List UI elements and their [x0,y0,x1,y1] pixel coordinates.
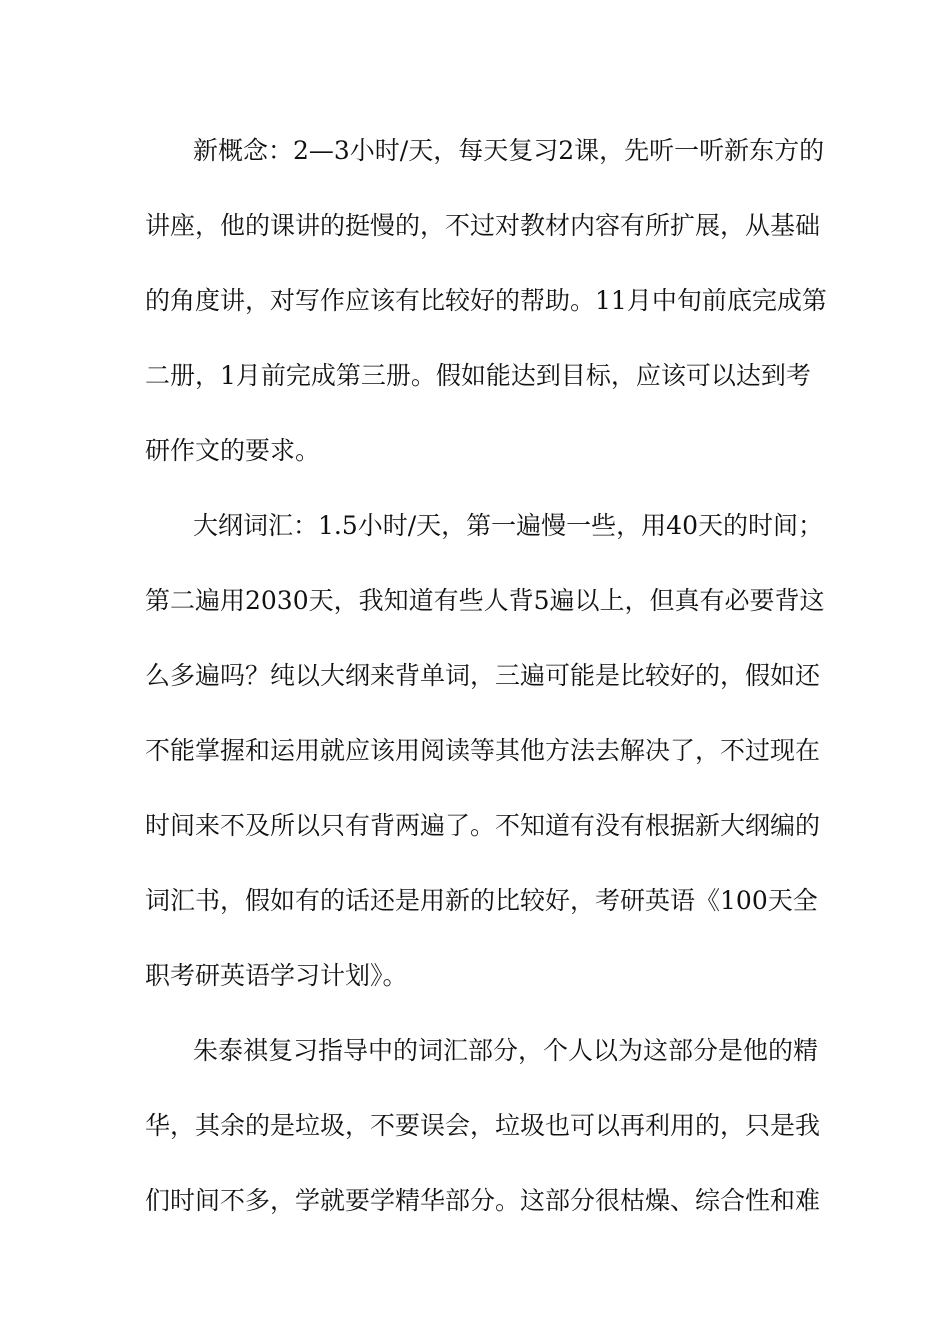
paragraph-2-line-6: 词汇书，假如有的话还是用新的比较好，考研英语《100天全 [145,886,818,915]
paragraph-1-line-2: 讲座，他的课讲的挺慢的，不过对教材内容有所扩展，从基础 [145,211,821,240]
paragraph-2-line-7: 职考研英语学习计划》。 [145,961,408,990]
paragraph-2-line-5: 时间来不及所以只有背两遍了。不知道有没有根据新大纲编的 [145,811,821,840]
paragraph-1-line-4: 二册，1月前完成第三册。假如能达到目标，应该可以达到考 [145,361,811,390]
paragraph-2-line-3: 么多遍吗？纯以大纲来背单词，三遍可能是比较好的，假如还 [145,661,821,690]
paragraph-2-line-4: 不能掌握和运用就应该用阅读等其他方法去解决了，不过现在 [145,736,821,765]
paragraph-3-line-3: 们时间不多，学就要学精华部分。这部分很枯燥、综合性和难 [145,1186,821,1215]
paragraph-3-line-1: 朱泰祺复习指导中的词汇部分，个人以为这部分是他的精 [193,1036,819,1065]
paragraph-3-line-2: 华，其余的是垃圾，不要误会，垃圾也可以再利用的，只是我 [145,1111,821,1140]
paragraph-1-line-1: 新概念：2—3小时/天，每天复习2课，先听一听新东方的 [193,136,825,165]
paragraph-1-line-5: 研作文的要求。 [145,436,321,465]
paragraph-1-line-3: 的角度讲，对写作应该有比较好的帮助。11月中旬前底完成第 [145,286,827,315]
paragraph-2-line-1: 大纲词汇：1.5小时/天，第一遍慢一些，用40天的时间； [193,511,823,540]
paragraph-2-line-2: 第二遍用2030天，我知道有些人背5遍以上，但真有必要背这 [145,586,825,615]
